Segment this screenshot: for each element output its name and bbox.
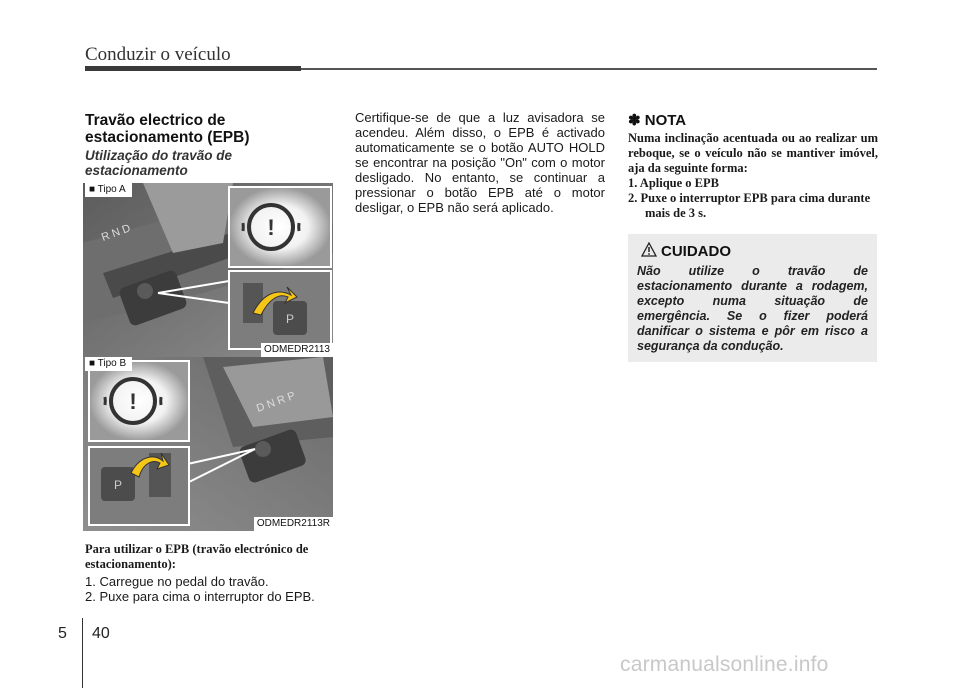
- footer-chapter-number: 5: [58, 625, 67, 642]
- header-rule: [301, 68, 877, 70]
- nota-title: ✽ NOTA: [628, 112, 687, 129]
- nota-text: Numa inclinação acentuada ou ao realizar um reboque, se o veículo não se mantiver imóvel, aja da seguinte forma:: [628, 131, 878, 175]
- figure-type-b: [83, 357, 333, 531]
- figure-type-b-code: ODMEDR2113R: [254, 517, 333, 531]
- epb-console-illustration-b: [83, 357, 333, 531]
- epb-activation-text: Certifique-se de que a luz avisadora se acendeu. Além disso, o EPB é activado automaticamente se o botão AUTO HOLD se encontrar na posição "On" com o motor desligado. No entanto, se continuar a pressionar o botão EPB até o motor desligar, o EPB não será aplicado.: [355, 110, 605, 215]
- instructions-heading: Para utilizar o EPB (travão electrónico de estacionamento):: [85, 542, 309, 571]
- section-title: Travão electrico de estacionamento (EPB): [85, 112, 250, 146]
- instruction-step-1: 1. Carregue no pedal do travão.: [85, 574, 269, 589]
- figure-type-a: [83, 183, 333, 357]
- instruction-step-2: 2. Puxe para cima o interruptor do EPB.: [85, 589, 315, 604]
- watermark: carmanualsonline.info: [620, 653, 829, 676]
- nota-step-1: 1. Aplique o EPB: [628, 176, 719, 190]
- footer-divider: [82, 618, 83, 688]
- svg-text:P: P: [113, 478, 123, 492]
- type-b-text: Tipo B: [97, 358, 127, 369]
- caution-title: CUIDADO: [661, 243, 731, 260]
- svg-text:!: !: [267, 215, 275, 240]
- caution-box: [628, 234, 877, 362]
- epb-figure: [83, 183, 333, 531]
- footer-page-number: 40: [92, 625, 110, 642]
- figure-type-b-label: ■ Tipo B: [85, 357, 132, 371]
- instructions-list: [85, 574, 335, 604]
- svg-text:P: P: [285, 312, 295, 326]
- header-bar: [85, 66, 301, 71]
- nota-body: [628, 131, 878, 221]
- warning-triangle-icon: [641, 242, 657, 257]
- svg-text:!: !: [129, 389, 137, 414]
- figure-type-a-label: ■ Tipo A: [85, 183, 132, 197]
- svg-text:R N D: R N D: [99, 222, 133, 244]
- svg-text:D N R P: D N R P: [254, 389, 297, 415]
- section-subtitle: Utilização do travão de estacionamento: [85, 148, 233, 178]
- type-a-text: Tipo A: [97, 184, 126, 195]
- chapter-title: Conduzir o veículo: [85, 44, 231, 65]
- figure-type-a-code: ODMEDR2113: [261, 343, 333, 357]
- caution-text: Não utilize o travão de estacionamento durante a rodagem, excepto numa situação de emergência. Se o fizer poderá danificar o sistema e pôr em risco a segurança da condução.: [637, 264, 868, 353]
- epb-console-illustration-a: [83, 183, 333, 357]
- nota-step-2: 2. Puxe o interruptor EPB para cima durante mais de 3 s.: [628, 191, 871, 220]
